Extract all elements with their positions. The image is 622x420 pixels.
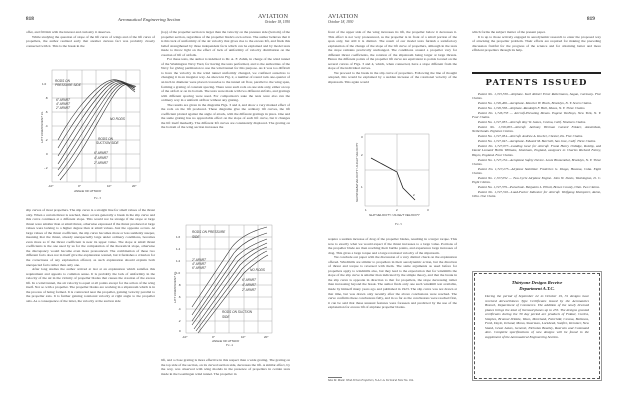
svg-text:RODS ON: RODS ON <box>98 137 113 141</box>
svg-text:SLIP VELOCITY / FLIGHT VELOCIT: SLIP VELOCITY / FLIGHT VELOCITY <box>369 213 420 217</box>
svg-text:0: 0 <box>46 152 48 156</box>
svg-text:3: 3 <box>427 208 429 212</box>
left-column-bottom <box>26 208 155 303</box>
svg-text:20°: 20° <box>264 335 269 339</box>
figure-caption: Fig. 4 <box>226 343 233 347</box>
patent-item: Patent No. 1,727,077—Landing Gear for Aircraft. Frank Henry Ordidge, Ruislip, and David Leonard Hollis Williams, Ickenham, England, assignors to Charles Richard Fairey, Hayes, England. Four Claims. <box>472 144 601 157</box>
svg-text:-10°: -10° <box>182 335 188 339</box>
paragraph: For these tests, the author is indebted to Dr. A. F. Zahm, in charge of the wind tunnel of the Washington Navy Yard, for having the tests performed, and to the authorities of the Navy for giving permission to use the wind tunnel for this purpose. As it was too difficult to have the velocity in the wind tunnel uniformly changed, we confined ourselves to changing it in an irregular way. As shown in Fig. 2, a number of round rods one-quarter of an inch in diameter were placed crosswise to the tunnel air flow, parallel to the wing span, forming a grating of constant spacing. There were such rods on one side only, either on top of the airfoil or on its bottom. The tests were made with two different airfoils, and gratings with different spacing were used. For comparison's sake the tests were also run the ordinary way in a uniform airflow without any grating. <box>161 57 290 103</box>
svg-text:0°: 0° <box>212 335 215 339</box>
svg-text:.2: .2 <box>45 138 48 142</box>
svg-text:4" APART: 4" APART <box>56 102 71 106</box>
figure-caption: Fig. 5 <box>395 222 402 226</box>
paragraph: While studying the question of slope of the lift curve of wings and of the lift curve of propellers, the author realized early that another curious fact was probably closely connected with it. This is the break in the <box>26 34 155 48</box>
paragraph: lift, and a close grating is more effective in this respect than a wide grating. The grating on the top side of the section, on its curved suction side, decreases the lift. A similar effect, by the way, was observed with wing models in the presence of propellers in certain tests made in the Goettingen wind tunnel. The propeller in <box>161 358 290 376</box>
svg-text:SUCTION SIDE: SUCTION SIDE <box>96 141 119 145</box>
paragraph: slip curves of most propellers. The slip curve is a straight line for small values of the thrust only. When a certain thrust is reached, there occurs generally a break in the slip curve and this curve continues at a different slope. This would not be strange if the slope at large thrust were smaller than at small thrust, otherwise expressed if the thrust produced at large values were lacking to a higher degree than at small values. Just the opposite occurs. At large values of the thrust coefficient, the slip curve becomes more or less suddenly steeper, meaning that the thrust, already unexpectedly large under ordinary conditions, becomes even more so if the thrust coefficient is near its upper value. The slope at small thrust coefficients is the one used by us for the computation of the theoretical slope, otherwise the discrepancy would become even more pronounced. The combination of these two different facts does not in itself give the explanation wanted, but it furnishes a criterion for the correctness of any explanation offered, as such explanation should explain both unexpected facts rather than only one. <box>26 208 155 267</box>
patent-item: Patent No. 1,727,034—Aircraft. Andrew A. Kucher, Chester, Pa. Five Claims. <box>478 134 584 139</box>
svg-text:2" APART: 2" APART <box>94 161 109 165</box>
left-column-top <box>328 30 457 85</box>
svg-text:NO RODS: NO RODS <box>110 117 125 121</box>
svg-text:10°: 10° <box>107 184 112 188</box>
left-column-top <box>26 30 155 48</box>
paragraph: We proceed to the break in the slip curve of propellers. Following the line of thought adopted, this would be explained by a sudden increase of the rotational velocity of the slipstream. This again would <box>328 70 457 85</box>
svg-text:2" APART: 2" APART <box>192 258 207 262</box>
svg-text:.6: .6 <box>178 295 181 299</box>
svg-text:1.2: 1.2 <box>176 259 181 263</box>
svg-text:1.0: 1.0 <box>176 271 181 275</box>
svg-text:SLIPSTREAM VELOCITY / FLIGHT V: SLIPSTREAM VELOCITY / FLIGHT VELOCITY <box>355 142 359 202</box>
figure-4 <box>172 223 287 353</box>
svg-text:4" APART: 4" APART <box>94 156 109 160</box>
patent-item: Patent No. 1,726,466—Aeroplane. Maurice H. Block, Brooklyn, N. Y. Seven Claims. <box>478 101 592 106</box>
svg-text:LIFT COEFFICIENT CL: LIFT COEFFICIENT CL <box>173 271 177 303</box>
svg-text:PRESSURE SIDE: PRESSURE SIDE <box>55 83 81 87</box>
masthead <box>328 14 368 24</box>
magazine-title: AVIATION <box>258 14 289 20</box>
notice-title-line2: Department A.T.C. <box>519 285 555 291</box>
patent-item: Patent No. 1,725,550—Airplane. Karl Robert Ernst Ruttermann, Sagan, Germany. Five Claims. <box>472 92 601 101</box>
svg-text:1.0: 1.0 <box>42 82 47 86</box>
paragraph: require a sudden increase of drag of the propeller blades, resulting in a larger torque. This now is exactly what we would expect if the thrust increases to a large value. Portions of the propeller blade are then reaching their burble points, and experience large increases of drag. This gives a large torque and a large rotational velocity of the slipstream. <box>328 237 457 255</box>
page-number: 818 <box>26 16 34 22</box>
svg-text:RODS ON: RODS ON <box>55 79 70 83</box>
svg-text:6" APART: 6" APART <box>242 278 257 282</box>
section-divider <box>472 72 601 74</box>
paragraph: which forms the subject matter of the present paper. <box>472 30 546 34</box>
notice-body: During the period of September 22 to October 19, 31 designs have received Airworthiness Type Certificates issued by the Aeronautics Branch, Department of Commerce. The addition of the newly licensed planes brings the total of licensed planes up to 255. The designs granted certificates during the 30 day period are products of Fokker, Curtiss, Simplex, Brunner-Winkle, Waco, Moreland, Fairchild, Cessna, Bellanca, Ford, Doyle, Ireland, Mono, Stearman, Lockheed, Sunfire, Kreutzer, New Stand, Great Lakes, General, Nicholas Beazley, Rearwin and Command Aire. Complete specifications of new designs will be found in the supplement of the Aeronautical Engineering Section. <box>485 294 589 339</box>
patent-item: Patent No. 1,727,310—Load-Factor Indicator for Aircraft. Wolfgang Klemperer, Akron, Ohio. One Claim. <box>472 189 601 199</box>
patent-item: Patent No. 1,726,733 — Aircraft-Elevating Means. Eugene VanNuys, New York, N. Y. Four Claims. <box>472 110 601 120</box>
svg-text:0°: 0° <box>78 184 81 188</box>
slip-curve-chart-fig5 <box>351 132 446 222</box>
issue-date: October 18, 1930 <box>328 20 354 24</box>
page-number: 819 <box>587 16 595 22</box>
patent-item: Patent No. 1,727,379—Parachute. Benjamin L. Elliott, Brown County, Ohio. Two Claims. <box>478 185 600 190</box>
paragraph: After long studies the author arrived at last at an explanation which satisfies this requirement and appeals to common sense. It is probably the lack of uniformity in the velocity of the air in the vicinity of propeller blades that causes the creation of the excess lift. In a wind tunnel, the air velocity is equal at all points except for the action of the wing itself. Not so with a propeller. The propeller blades are working in a slipstream which is in the process of being formed. It is contracted near the propeller, gaining velocity parallel to the propeller axis. It is further gaining rotational velocity at right angle to the propeller axis. As a consequence of the latter, the velocity at the suction side <box>26 267 155 303</box>
svg-text:2: 2 <box>413 193 415 197</box>
svg-text:2" APART: 2" APART <box>242 288 257 292</box>
masthead <box>258 14 290 24</box>
svg-text:RODS ON SUCTION: RODS ON SUCTION <box>222 310 253 314</box>
svg-text:6" APART: 6" APART <box>192 266 207 270</box>
patent-item: Patent No. 1,726,558—Airplane. Randolph F. Hall, Ithaca, N. Y. Three Claims. <box>478 106 586 111</box>
right-column-bottom <box>161 358 290 376</box>
patent-item: Patent No. 1,727,047—Aeroplane. Edward M. Burchell, San Jose, Calif. Three Claims. <box>478 139 597 144</box>
svg-text:6" APART: 6" APART <box>56 98 71 102</box>
svg-text:.4: .4 <box>45 124 48 128</box>
svg-text:LIFT COEFFICIENT CL: LIFT COEFFICIENT CL <box>40 111 44 143</box>
svg-text:NO RODS: NO RODS <box>250 268 265 272</box>
patent-item: Patent No. 1,727,052 — Two-Cycle Airplane Engine. John W. Davis, Washington, D. C. Eight Claims. <box>472 175 601 185</box>
svg-text:2: 2 <box>396 208 398 212</box>
svg-text:1.6: 1.6 <box>176 235 181 239</box>
svg-text:ANGLE OF ATTACK: ANGLE OF ATTACK <box>212 339 240 343</box>
svg-text:.2: .2 <box>178 319 181 323</box>
notice-title-line1: Thirtyone Designs Receive <box>511 280 563 285</box>
svg-text:SIDE: SIDE <box>222 315 230 319</box>
patents-list <box>472 92 601 199</box>
notice-title <box>485 280 589 291</box>
svg-text:.8: .8 <box>178 283 181 287</box>
magazine-title: AVIATION <box>328 14 359 20</box>
paragraph: front of the upper side of the wing increases its lift, the propeller below it decreases it. This effect is not very pronounced, as the propeller is in front of a small portion of the span only, but still it is distinct. The result of our model tests furnish a satisfactory explanation of the change of the slope of the lift curve of propellers, although in the tests the slope remains practically unchanged. The conditions around a propeller vary for different thrust coefficients, the rotation of the slipstream being larger at large thrusts. Hence the different points of the propeller lift curve are equivalent to points located on the several curves of Figs. 3 and 4, which, when connected, have a slope different from the slope of the individual curves. <box>328 30 457 71</box>
svg-text:4" APART: 4" APART <box>192 262 207 266</box>
running-head: Aeronautical Engineering Section <box>118 17 181 22</box>
svg-text:3: 3 <box>361 135 363 139</box>
svg-text:.6: .6 <box>45 110 48 114</box>
svg-text:10°: 10° <box>241 335 246 339</box>
figure-3 <box>40 68 155 203</box>
right-page <box>311 0 622 420</box>
svg-text:6" APART: 6" APART <box>94 151 109 155</box>
svg-text:2" APART: 2" APART <box>56 106 71 110</box>
atc-notice-box <box>474 273 600 379</box>
left-column-bottom <box>328 237 457 310</box>
paragraph: The results are given in the diagrams Figs. 3 and 4, and show a very marked effect of the rods on the lift produced. These diagrams give the ordinary lift curves, the lift coefficient plotted against the angle of attack, with the different gratings in place. One and the same grating has no appreciable effect on the slope of each lift curve, but it changes the lift itself markedly. The different lift curves are consistently displaced. The grating on the bottom of the wing section increases the <box>161 102 290 130</box>
footnote: Max M. Munk: Wind Driven Propellers, N.A.C.A. Technical Note No. 164. <box>328 378 414 382</box>
patent-item: Patent No. 1,726,903—Aircraft. Anthony Herman Gerard Fokker, Amsterdam, Netherlands. Eighteen Claims. <box>472 125 601 134</box>
svg-text:.8: .8 <box>45 96 48 100</box>
svg-text:RODS ON PRESSURE: RODS ON PRESSURE <box>192 230 226 234</box>
svg-text:SIDE: SIDE <box>192 235 200 239</box>
svg-text:.4: .4 <box>178 307 181 311</box>
right-column-top <box>161 30 290 130</box>
svg-text:0: 0 <box>179 329 181 333</box>
patent-item: Patent No. 1,727,152—Aeroplane Safety Device. Louis Blumenthal, Brooklyn, N. Y. Three Claims. <box>472 157 601 166</box>
paragraph: offer, and fill him with the interest and curiosity it deserves. <box>26 30 111 34</box>
svg-text:20°: 20° <box>132 184 137 188</box>
svg-text:1: 1 <box>365 208 367 212</box>
svg-text:4" APART: 4" APART <box>242 283 257 287</box>
patent-item: Patent No. 1,727,033—Aircraft. Roy W. James, Covina, Calif. Nineteen Claims. <box>478 120 587 125</box>
svg-text:-10°: -10° <box>48 184 54 188</box>
right-column-top <box>472 30 601 53</box>
svg-text:1: 1 <box>361 185 363 189</box>
patents-heading: PATENTS ISSUED <box>485 78 588 88</box>
patent-item: Patent No. 1,727,275—Airplane Stabilizer. Frederico G. Diago, Havana, Cuba. Eight Claims. <box>472 166 601 175</box>
svg-text:ANGLE OF ATTACK: ANGLE OF ATTACK <box>74 189 102 193</box>
svg-text:1.4: 1.4 <box>176 247 181 251</box>
paragraph: We conclude our paper with the discussion of a very distinct check on the explanation offered. Windmills are similar to propellers in their aerodynamic action, but the direction of thrust and torque is reversed with them. The same arguments as used before for propellers apply to windmills also, but they lead to the expectation that for windmills the slope of the slip curve is smaller than indicated by the simple theory, and that the break in the slip curve is opposite in direction to that for propellers, the slope decreasing rather than increasing beyond the break. The author finds only one such windmill test available, made by himself many years ago and published in 1923. The slip curve was not drawn at that time, but was drawn only recently after the above conclusions were reached. The curve confirms these conclusions fully, and in so far as the conclusions were reached first, it can be said that these unusual features were foreseen and predicted by the use of the explanation for excess lift of airplane propeller blades. <box>328 255 457 310</box>
figure-5 <box>351 132 446 232</box>
lift-curve-chart-fig4 <box>172 223 287 343</box>
lift-curve-chart-fig3 <box>40 68 155 196</box>
svg-text:2: 2 <box>361 153 363 157</box>
paragraph: It is up to those actively engaged in aerodynamic research to enter the proposed way of attacking the propeller problem. Their efforts are required for making the preceding discussion fruitful for the progress of the science and for obtaining better and more efficient propellers through its help. <box>472 34 601 53</box>
paragraph: (top) of the propeller section is larger than the velocity on the pressure side (bottom) of the propeller section, regardless of the propeller blade's own action. The author believes that it is this lack of uniformity of the air velocity that gives rise to the excess lift, and finds this belief strengthened by three independent facts which can be explained and by model tests made to throw light on the effect of lack of uniformity of velocity distribution on the creation of lift of airfoils. <box>161 30 290 57</box>
figure-caption: Fig. 3 <box>94 196 101 200</box>
issue-date: October 18, 1930 <box>264 20 290 24</box>
svg-text:-.2: -.2 <box>44 166 48 170</box>
